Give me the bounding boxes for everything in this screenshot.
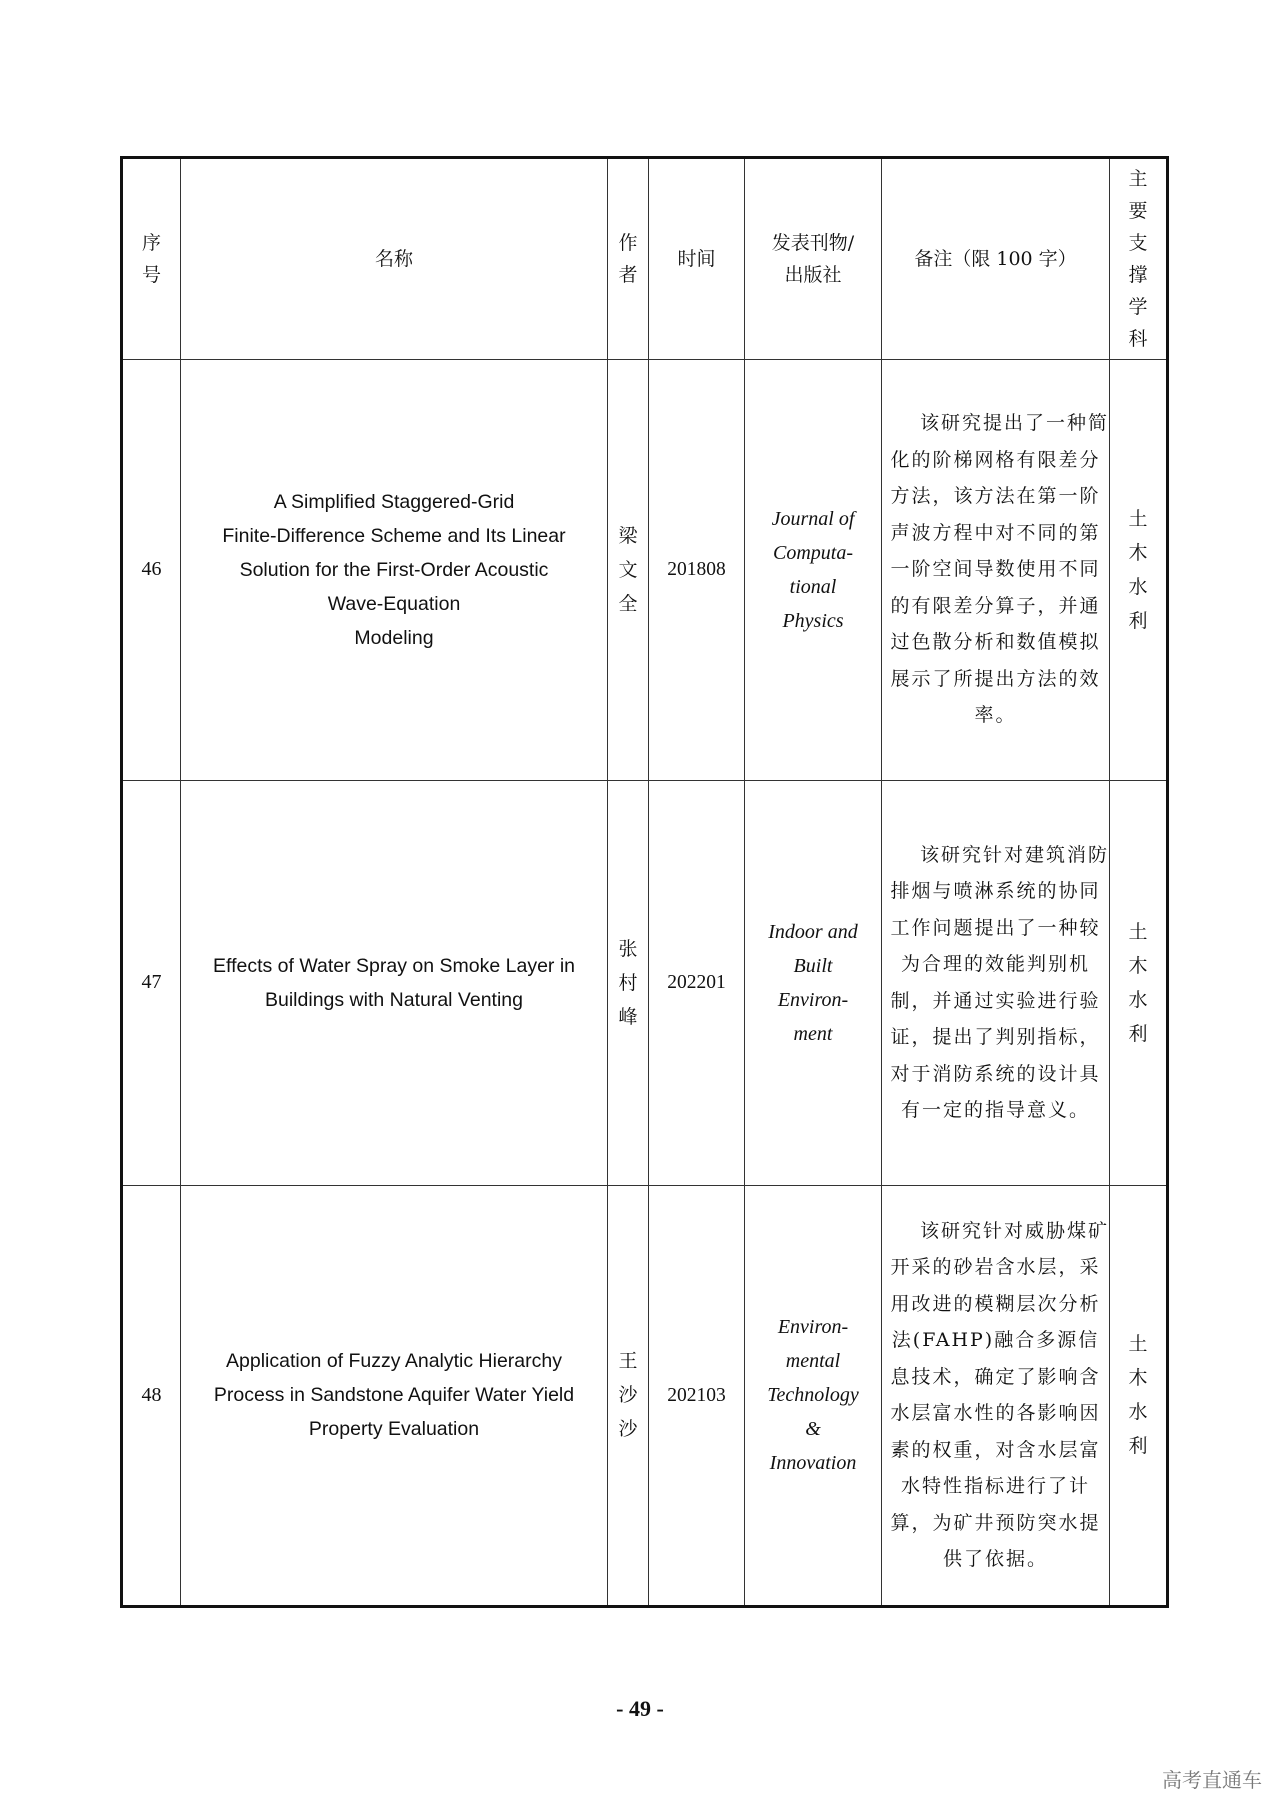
journal-line: Environ- (777, 1316, 849, 1339)
title-line: Application of Fuzzy Analytic Hierarchy (226, 1350, 562, 1373)
header-row (122, 158, 1168, 360)
journal-line: mental (785, 1350, 841, 1373)
author-char: 沙 (618, 1384, 638, 1407)
journal-line: Physics (782, 609, 844, 632)
author-char: 全 (618, 592, 638, 615)
discipline-char: 利 (1128, 1435, 1148, 1458)
header-name (181, 158, 608, 360)
author-char: 王 (618, 1350, 638, 1373)
row-remarks: 该研究提出了一种简化的阶梯网格有限差分方法，该方法在第一阶声波方程中对不同的第一阶空间导数使用不同的有限差分算子，并通过色散分析和数值模拟展示了所提出方法的效率。 (882, 359, 1110, 780)
header-author (608, 158, 649, 360)
journal-line: Technology (767, 1384, 859, 1407)
author-char: 沙 (618, 1418, 638, 1441)
row-index (122, 359, 181, 780)
author-char: 文 (618, 558, 638, 581)
header-discipline-char: 要 (1128, 199, 1148, 222)
author-char: 梁 (618, 524, 638, 547)
title-line: Finite-Difference Scheme and Its Linear (222, 524, 566, 547)
header-publisher (745, 158, 882, 360)
journal-line: & (805, 1418, 821, 1441)
discipline-char: 木 (1128, 954, 1148, 977)
discipline-char: 土 (1128, 920, 1148, 943)
time-value: 202103 (667, 1384, 726, 1406)
time-value: 202201 (667, 972, 726, 994)
row-index (122, 780, 181, 1185)
row-title (181, 780, 608, 1185)
row-title (181, 359, 608, 780)
discipline-char: 土 (1128, 1333, 1148, 1356)
row-author (608, 780, 649, 1185)
discipline-char: 水 (1128, 1401, 1148, 1424)
row-title (181, 1185, 608, 1606)
header-discipline-char: 学 (1128, 295, 1148, 318)
title-line: Solution for the First-Order Acoustic (239, 558, 549, 581)
journal-line: Indoor and (768, 920, 858, 943)
header-discipline-char: 主 (1128, 167, 1148, 190)
title-line: Property Evaluation (308, 1418, 480, 1441)
journal-line: Built (793, 954, 833, 977)
journal-line: Environ- (777, 988, 849, 1011)
row-journal (745, 780, 882, 1185)
discipline-char: 水 (1128, 575, 1148, 598)
row-discipline (1110, 359, 1168, 780)
header-remarks (882, 158, 1110, 360)
header-remarks-label: 备注（限 100 字） (914, 247, 1077, 270)
table-row (122, 359, 1168, 780)
header-author-char: 作 (618, 231, 638, 254)
row-journal (745, 1185, 882, 1606)
header-discipline-char: 支 (1128, 231, 1148, 254)
title-line: Modeling (354, 626, 434, 649)
discipline-char: 利 (1128, 609, 1148, 632)
header-publisher-line: 出版社 (784, 263, 842, 286)
header-author-char: 者 (618, 263, 638, 286)
row-remarks: 该研究针对威胁煤矿开采的砂岩含水层，采用改进的模糊层次分析法(FAHP)融合多源信息技术，确定了影响含水层富水性的各影响因素的权重，对含水层富水特性指标进行了计算，为矿井预防突水提供了依据。 (882, 1185, 1110, 1606)
header-index-char: 序 (141, 231, 161, 254)
header-index-char: 号 (141, 263, 161, 286)
journal-line: tional (789, 575, 837, 598)
discipline-char: 土 (1128, 507, 1148, 530)
row-discipline (1110, 1185, 1168, 1606)
row-author (608, 359, 649, 780)
header-index (122, 158, 181, 360)
author-char: 峰 (618, 1005, 638, 1028)
header-time-label: 时间 (677, 247, 716, 270)
journal-line: Journal of (771, 507, 855, 530)
row-time (649, 359, 745, 780)
row-author (608, 1185, 649, 1606)
journal-line: Computa- (773, 541, 853, 564)
author-char: 张 (618, 937, 638, 960)
journal-line: ment (793, 1022, 833, 1045)
header-publisher-line: 发表刊物/ (771, 231, 855, 254)
title-line: A Simplified Staggered-Grid (273, 490, 515, 513)
discipline-char: 木 (1128, 541, 1148, 564)
title-line: Process in Sandstone Aquifer Water Yield (213, 1384, 575, 1407)
row-index-value: 47 (141, 971, 162, 994)
header-discipline (1110, 158, 1168, 360)
row-discipline (1110, 780, 1168, 1185)
header-time (649, 158, 745, 360)
table-row (122, 1185, 1168, 1606)
row-index (122, 1185, 181, 1606)
title-line: Buildings with Natural Venting (265, 988, 523, 1011)
page-number: - 49 - (616, 1696, 664, 1721)
header-discipline-char: 撑 (1128, 263, 1148, 286)
publications-table (120, 156, 1169, 1608)
row-time (649, 1185, 745, 1606)
time-value: 201808 (667, 559, 726, 581)
journal-line: Innovation (769, 1452, 857, 1475)
watermark: 高考直通车 (1162, 1768, 1262, 1792)
title-line: Wave-Equation (327, 592, 461, 615)
discipline-char: 水 (1128, 988, 1148, 1011)
header-name-label: 名称 (374, 247, 413, 270)
table-row (122, 780, 1168, 1185)
author-char: 村 (618, 971, 638, 994)
row-index-value: 48 (141, 1383, 162, 1406)
discipline-char: 利 (1128, 1022, 1148, 1045)
header-discipline-char: 科 (1128, 327, 1148, 350)
discipline-char: 木 (1128, 1367, 1148, 1390)
row-journal (745, 359, 882, 780)
title-line: Effects of Water Spray on Smoke Layer in (213, 954, 575, 977)
row-time (649, 780, 745, 1185)
row-index-value: 46 (141, 558, 162, 581)
row-remarks: 该研究针对建筑消防排烟与喷淋系统的协同工作问题提出了一种较为合理的效能判别机制，并通过实验进行验证，提出了判别指标，对于消防系统的设计具有一定的指导意义。 (882, 780, 1110, 1185)
